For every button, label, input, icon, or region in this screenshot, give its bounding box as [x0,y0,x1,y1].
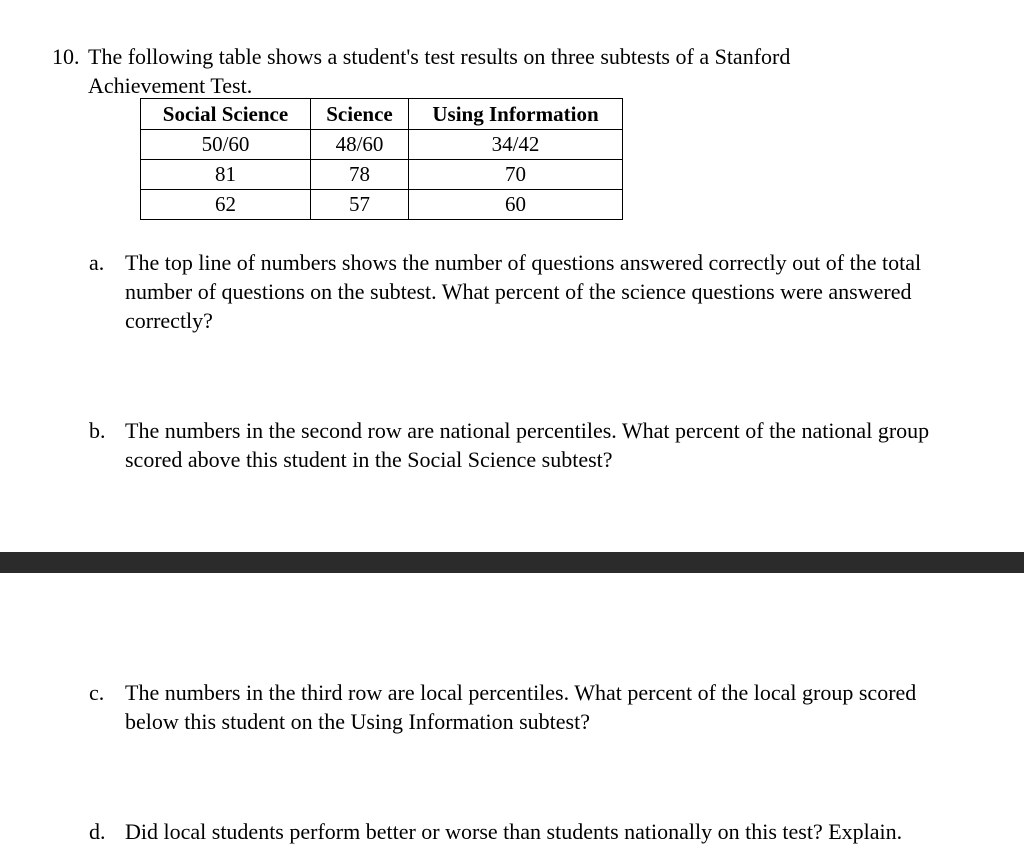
table-cell: 50/60 [141,130,311,160]
table-cell: 70 [409,160,623,190]
part-a-text: The top line of numbers shows the number of questions answered correctly out of the total number of questions on the subtest. What percent of the science questions were answered correctly? [125,250,922,333]
table-header-row [141,99,623,130]
question-intro [52,42,952,100]
table-cell: 78 [311,160,409,190]
part-d-text: Did local students perform better or worse than students nationally on this test? Explain. [125,819,903,844]
question-intro-line1: The following table shows a student's test results on three subtests of a Stanford [88,44,791,69]
part-d [89,817,969,846]
part-a [89,248,969,335]
table-cell: 48/60 [311,130,409,160]
question-number: 10. [52,44,80,69]
part-c-text: The numbers in the third row are local percentiles. What percent of the local group scored below this student on the Using Information subtest? [125,680,917,734]
question-intro-line2: Achievement Test. [88,73,253,98]
part-b-label: b. [89,418,106,443]
page-divider-bar [0,552,1024,573]
part-d-label: d. [89,819,106,844]
table-cell: 81 [141,160,311,190]
table-cell: 57 [311,190,409,220]
header-using-information: Using Information [409,99,623,130]
part-c-label: c. [89,680,105,705]
table-cell: 62 [141,190,311,220]
table-cell: 60 [409,190,623,220]
table-cell: 34/42 [409,130,623,160]
header-science: Science [311,99,409,130]
table-row [141,130,623,160]
table-row [141,190,623,220]
table-row [141,160,623,190]
part-b-text: The numbers in the second row are national percentiles. What percent of the national group scored above this student in the Social Science subtest? [125,418,930,472]
part-a-label: a. [89,250,105,275]
part-b [89,416,969,474]
part-c [89,678,969,736]
results-table [140,98,623,220]
header-social-science: Social Science [141,99,311,130]
